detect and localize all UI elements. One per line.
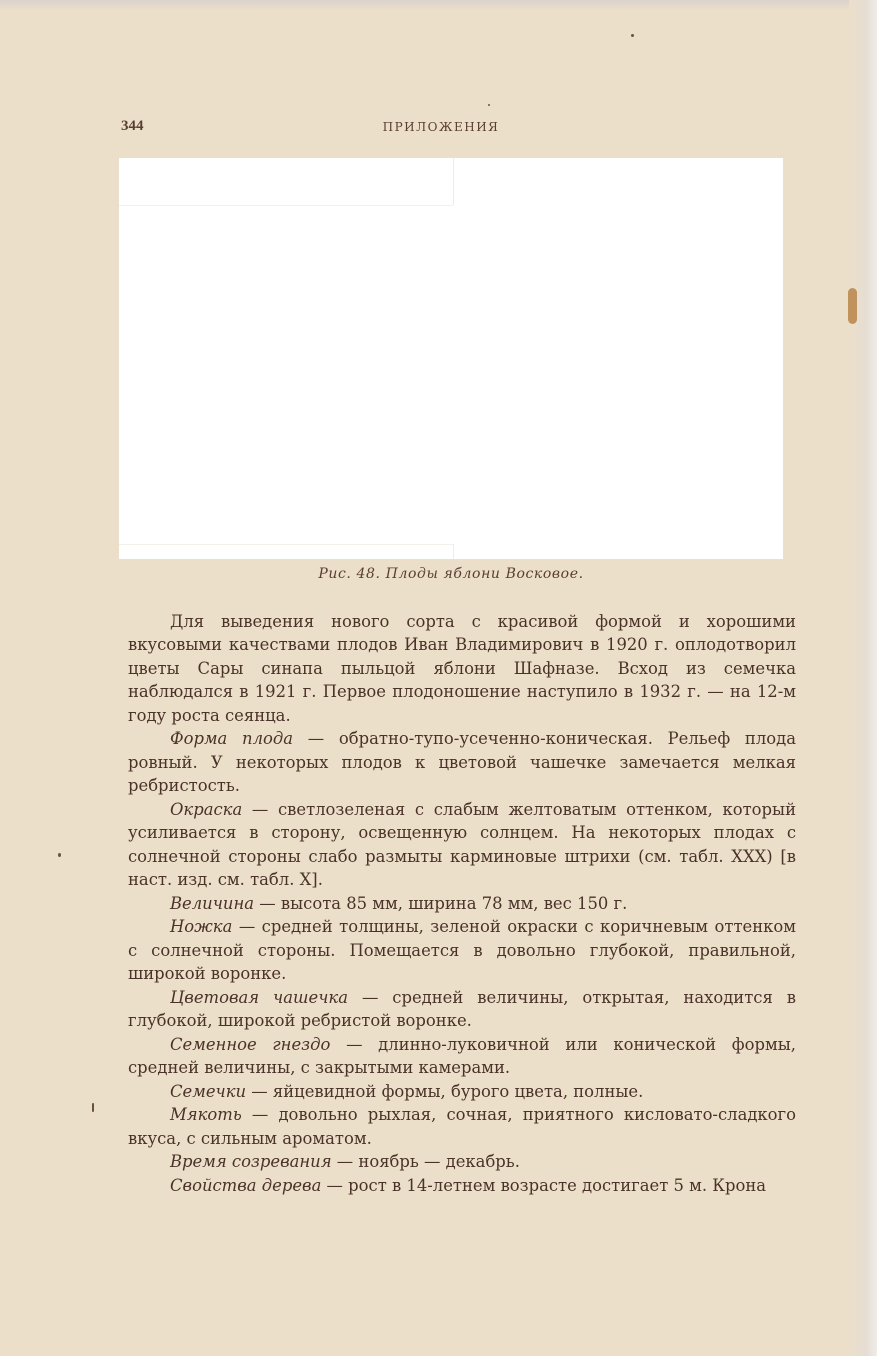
desc-text: — светлозеленая с слабым желтоватым оттенком, который усиливается в сторону, освещенную солнцем. На некоторых плодах с солнечной стороны слабо размыты карминовые штрихи (см. табл. XXX) [в наст. изд. см. табл. X].	[128, 799, 796, 890]
page-number: 344	[121, 118, 144, 134]
speck	[58, 853, 61, 857]
desc-text: — обратно-тупо-усеченно-коническая. Рельеф плода ровный. У некоторых плодов к цветовой чашечке замечается мелкая ребристость.	[128, 729, 796, 796]
desc-text: — яйцевидной формы, бурого цвета, полные.	[246, 1081, 644, 1101]
desc-label: Ножка	[170, 917, 233, 937]
scan-right-edge	[849, 0, 877, 1356]
desc-text: — довольно рыхлая, сочная, приятного кисловато-сладкого вкуса, с сильным ароматом.	[128, 1105, 796, 1148]
desc-text: — высота 85 мм, ширина 78 мм, вес 150 г.	[254, 893, 628, 913]
desc-seeds	[128, 1080, 796, 1104]
scan-top-edge	[0, 0, 877, 10]
figure-seam	[119, 205, 453, 206]
desc-label: Величина	[170, 893, 255, 913]
desc-label: Цветовая чашечка	[170, 987, 348, 1007]
body-text	[128, 610, 796, 1197]
desc-seed-cavity	[128, 1033, 796, 1080]
intro-paragraph: Для выведения нового сорта с красивой формой и хорошими вкусовыми качествами плодов Иван Владимирович в 1920 г. оплодотворил цветы Сары синапа пыльцой яблони Шафназе. Всход из семечка наблюдался в 1921 г. Первое плодоношение наступило в 1932 г. — на 12-м году роста сеянца.	[128, 612, 796, 725]
desc-calyx	[128, 986, 796, 1033]
desc-label: Свойства дерева	[170, 1175, 322, 1195]
figure-seam	[119, 544, 453, 545]
desc-text: — рост в 14-летнем возрасте достигает 5 м. Крона	[321, 1175, 767, 1195]
running-header	[121, 118, 796, 138]
desc-tree	[128, 1174, 796, 1198]
speck	[92, 1103, 94, 1112]
desc-color	[128, 798, 796, 892]
desc-label: Семечки	[170, 1081, 247, 1101]
desc-label: Мякоть	[170, 1105, 242, 1125]
desc-label: Окраска	[170, 799, 243, 819]
desc-ripening	[128, 1150, 796, 1174]
desc-label: Форма плода	[170, 729, 294, 749]
desc-text: — ноябрь — декабрь.	[331, 1152, 520, 1172]
desc-size	[128, 892, 796, 916]
speck	[488, 104, 490, 106]
desc-label: Семенное гнездо	[170, 1034, 331, 1054]
figure-seam	[453, 544, 454, 559]
figure-caption: Рис. 48. Плоды яблони Восковое.	[318, 566, 584, 582]
running-title: ПРИЛОЖЕНИЯ	[382, 120, 500, 134]
desc-text: — средней толщины, зеленой окраски с коричневым оттенком с солнечной стороны. Помещается в довольно глубокой, правильной, широкой воронке.	[128, 917, 796, 984]
desc-text: — средней величины, открытая, находится в глубокой, широкой ребристой воронке.	[128, 987, 796, 1031]
desc-shape	[128, 727, 796, 798]
speck	[631, 34, 634, 37]
desc-label: Время созревания	[170, 1152, 332, 1172]
desc-flesh	[128, 1103, 796, 1150]
paper-stain	[848, 288, 857, 324]
figure-seam	[453, 158, 454, 205]
figure-image-placeholder	[119, 158, 783, 559]
desc-text: — длинно-луковичной или конической формы, средней величины, с закрытыми камерами.	[128, 1034, 796, 1078]
desc-stalk	[128, 915, 796, 986]
